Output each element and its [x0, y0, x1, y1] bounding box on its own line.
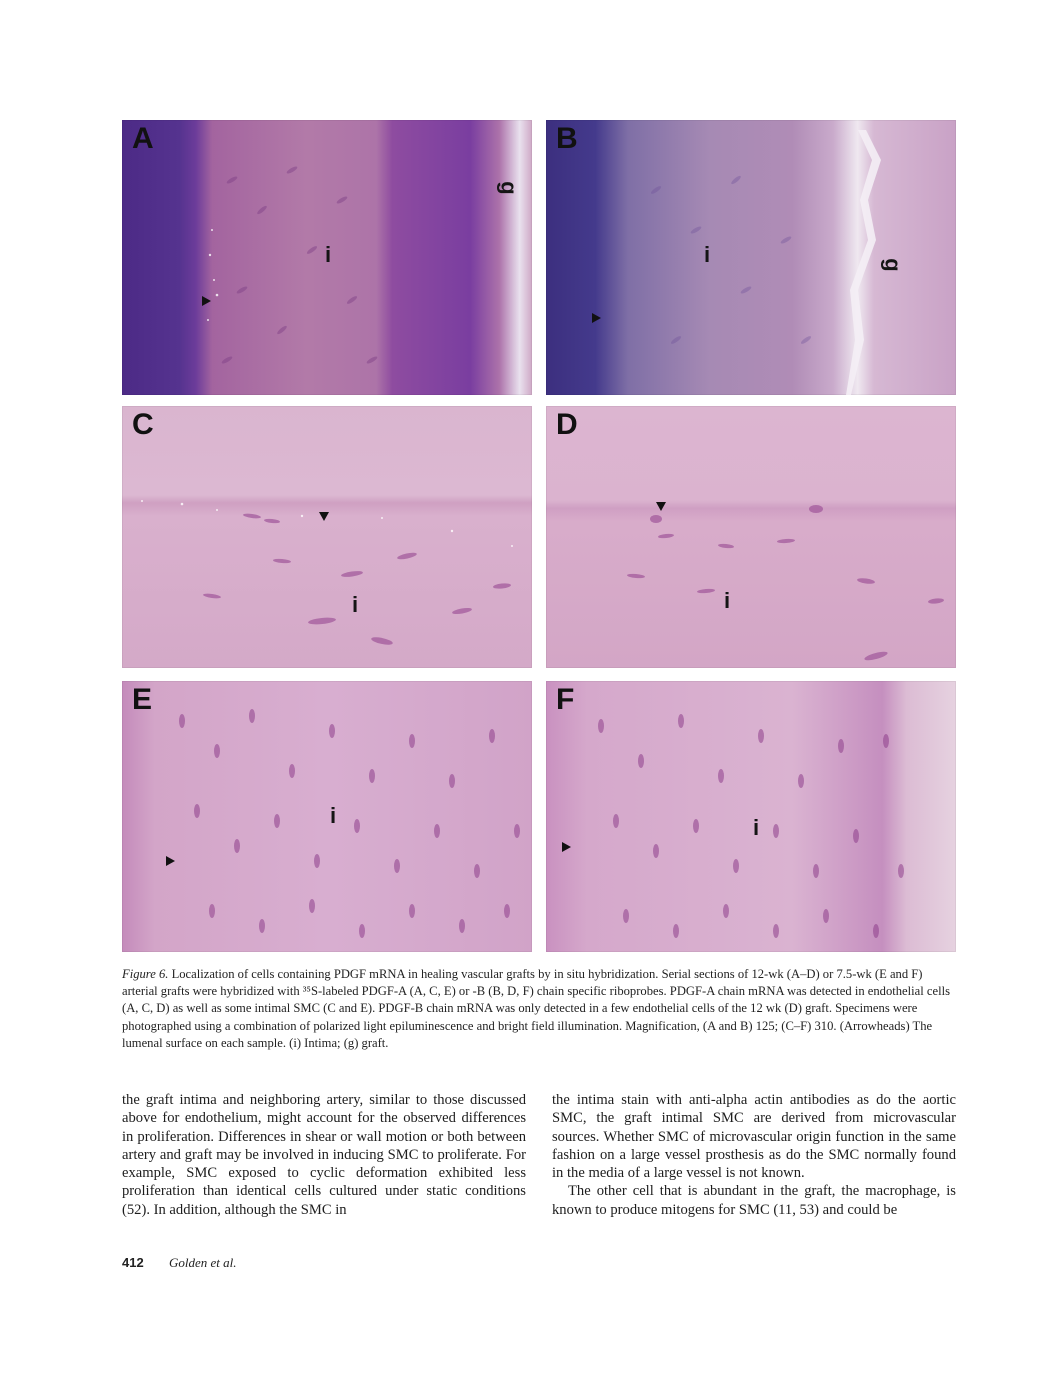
body-paragraph: The other cell that is abundant in the graft, the macrophage, is known to produce mitogens for SMC (11, 53) and could be	[552, 1183, 956, 1218]
panel-d-arrowhead-icon	[656, 502, 666, 511]
panel-c-intima-label: i	[352, 592, 359, 617]
micrograph-panel-e	[122, 681, 532, 952]
figure-caption	[122, 966, 958, 1052]
body-column-left	[122, 1091, 526, 1219]
panel-a-intima-label: i	[325, 242, 332, 267]
panel-e-texture	[122, 681, 532, 952]
page-number: 412	[122, 1255, 144, 1270]
body-column-right	[552, 1091, 956, 1219]
panel-c-letter: C	[132, 408, 154, 441]
panel-d-letter: D	[556, 408, 578, 441]
panel-a-graft-label: g	[496, 181, 522, 195]
body-paragraph: the graft intima and neighboring artery, similar to those discussed above for endothelium, might account for the observed differences in proliferation. Differences in shear or wall motion or both between artery and graft may be involved in inducing SMC to proliferate. For example, SMC exposed to cyclic deformation exhibited less proliferation than identical cells cultured under static conditions (52). In addition, although the SMC in	[122, 1092, 526, 1218]
body-paragraph: the intima stain with anti-alpha actin antibodies as do the aortic SMC, the graft intimal SMC are derived from microvascular sources. Whether SMC of microvascular origin function in the same fashion on a large vessel prosthesis as do the SMC normally found in the media of a large vessel is not known.	[552, 1092, 956, 1182]
panel-f-arrowhead-icon	[562, 842, 571, 852]
figure-caption-text: Localization of cells containing PDGF mRNA in healing vascular grafts by in situ hybridization. Serial sections of 12-wk (A–D) or 7.5-wk (E and F) arterial grafts were hybridized with ³⁵S-labeled PDGF-A (A, C, E) or -B (B, D, F) chain specific riboprobes. PDGF-A chain mRNA was detected in endothelial cells (A, C, D) as well as some intimal SMC (C and E). PDGF-B chain mRNA was only detected in a few endothelial cells of the 12 wk (D) graft. Specimens were photographed using a combination of polarized light epiluminescence and bright field illumination. Magnification, (A and B) 125; (C–F) 310. (Arrowheads) The lumenal surface on each sample. (i) Intima; (g) graft.	[122, 967, 950, 1050]
running-authors: Golden et al.	[168, 1255, 237, 1270]
panel-f-texture	[546, 681, 956, 952]
panel-b-intima-label: i	[704, 242, 711, 267]
micrograph-panel-c	[122, 406, 532, 668]
panel-d-texture	[546, 406, 956, 668]
panel-c-arrowhead-icon	[319, 512, 329, 521]
panel-a-letter: A	[132, 122, 154, 155]
page-footer	[122, 1255, 236, 1271]
panel-e-arrowhead-icon	[166, 856, 175, 866]
micrograph-panel-a	[122, 120, 532, 395]
panel-a-arrowhead-icon	[202, 296, 211, 306]
panel-b-graft-label: g	[880, 258, 906, 272]
panel-e-letter: E	[132, 683, 153, 716]
panel-f-intima-label: i	[753, 815, 760, 840]
panel-d-intima-label: i	[724, 588, 731, 613]
figure-caption-label: Figure 6.	[122, 967, 169, 981]
micrograph-panel-d	[546, 406, 956, 668]
panel-b-letter: B	[556, 122, 578, 155]
panel-e-intima-label: i	[330, 803, 337, 828]
panel-f-letter: F	[556, 683, 575, 716]
micrograph-panel-f	[546, 681, 956, 952]
micrograph-panel-b	[546, 120, 956, 395]
panel-c-texture	[122, 406, 532, 668]
panel-b-arrowhead-icon	[592, 313, 601, 323]
